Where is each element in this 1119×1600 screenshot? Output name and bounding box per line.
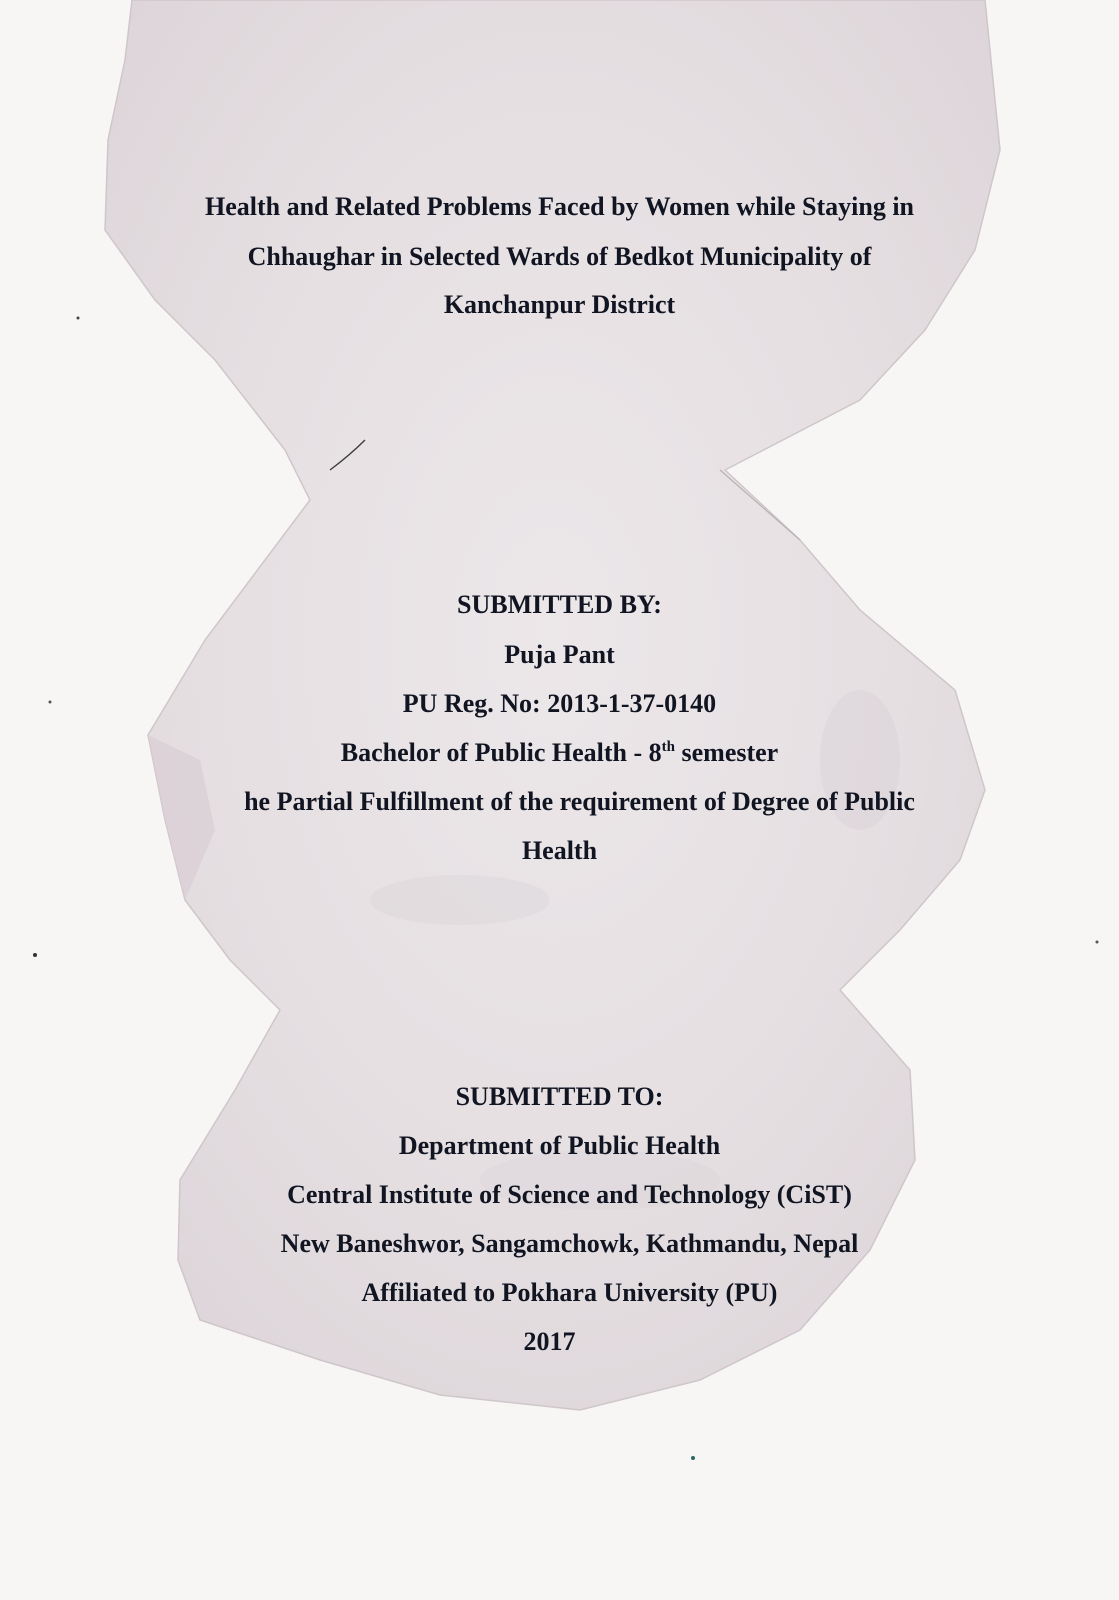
fulfillment-line-2: Health <box>521 836 598 865</box>
speck <box>1096 941 1099 944</box>
submission-year: 2017 <box>523 1327 576 1356</box>
department-name: Department of Public Health <box>398 1131 721 1160</box>
institute-address: New Baneshwor, Sangamchowk, Kathmandu, Nepal <box>280 1229 859 1258</box>
title-line-3: Kanchanpur District <box>443 290 676 319</box>
smudge <box>370 875 550 925</box>
author-name: Puja Pant <box>504 640 615 669</box>
program-main: Bachelor of Public Health - 8 <box>340 738 662 767</box>
affiliation: Affiliated to Pokhara University (PU) <box>361 1278 778 1307</box>
submitted-by-heading: SUBMITTED BY: <box>457 590 662 619</box>
institute-name: Central Institute of Science and Technology (CiST) <box>287 1180 852 1209</box>
speck <box>691 1456 695 1460</box>
program-superscript: th <box>661 739 675 755</box>
fulfillment-line-1: he Partial Fulfillment of the requirement of Degree of Public <box>244 787 915 816</box>
program-line <box>0 738 1119 768</box>
title-line-1: Health and Related Problems Faced by Women while Staying in <box>204 192 915 221</box>
title-line-2: Chhaughar in Selected Wards of Bedkot Municipality of <box>247 242 872 271</box>
speck <box>33 953 37 957</box>
program-tail: semester <box>675 738 779 767</box>
registration-number: PU Reg. No: 2013-1-37-0140 <box>402 689 717 718</box>
submitted-to-heading: SUBMITTED TO: <box>455 1082 664 1111</box>
